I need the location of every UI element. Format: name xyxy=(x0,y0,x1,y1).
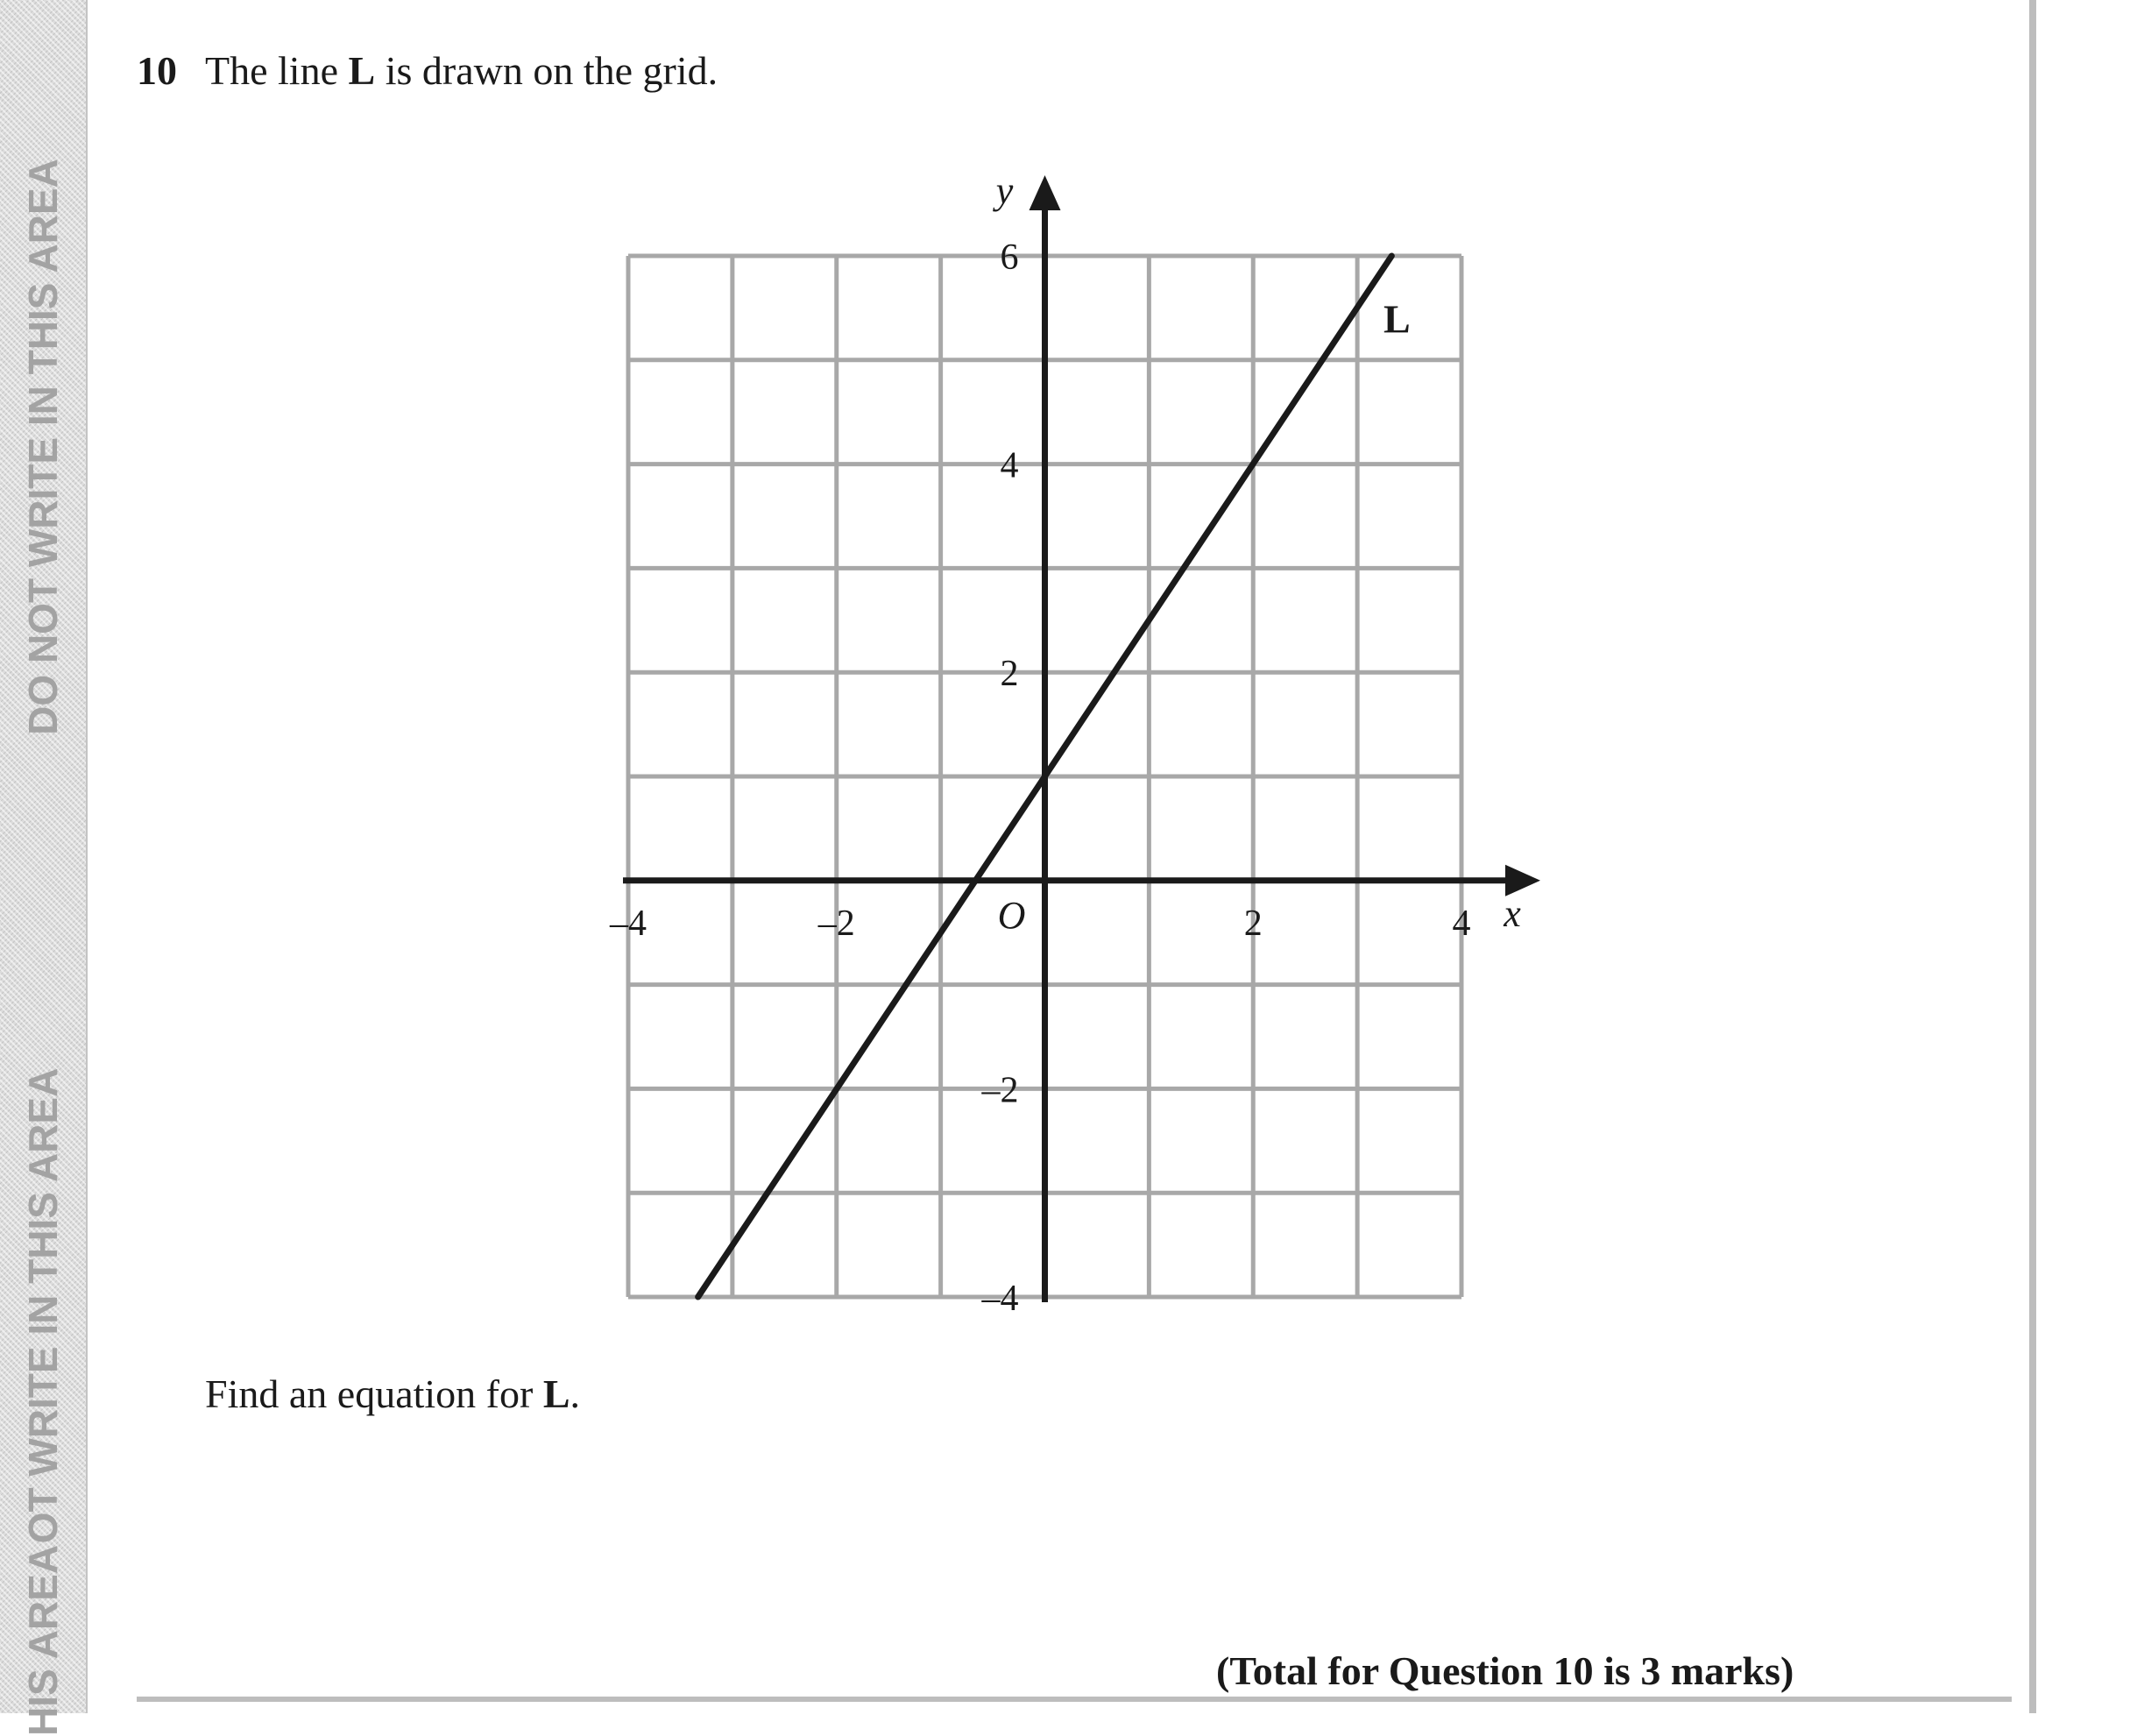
prompt-line-name-bold: L xyxy=(542,1371,570,1416)
question-prompt: Find an equation for L. xyxy=(205,1371,580,1416)
question-total-marks: (Total for Question 10 is 3 marks) xyxy=(1216,1648,1794,1693)
x-tick-label: 2 xyxy=(1243,903,1263,944)
bottom-rule xyxy=(137,1697,2012,1702)
question-number: 10 xyxy=(137,48,177,93)
y-tick-label: 2 xyxy=(1000,654,1019,695)
y-tick-label: 4 xyxy=(1000,445,1019,486)
margin-strip: DO NOT WRITE IN THIS AREA OT WRITE IN THIS AREA HIS AREA xyxy=(0,0,88,1713)
x-tick-label: 4 xyxy=(1452,903,1471,944)
y-tick-label: 6 xyxy=(1000,237,1019,278)
line-l-label: L xyxy=(1383,296,1411,342)
question-intro: The line L is drawn on the grid. xyxy=(205,48,718,93)
y-axis-arrowhead xyxy=(1030,175,1061,210)
y-tick-label: –2 xyxy=(981,1070,1019,1111)
x-axis-label: x xyxy=(1504,891,1521,935)
y-axis-label: y xyxy=(995,169,1014,212)
origin-label: O xyxy=(997,893,1026,937)
y-tick-label: –4 xyxy=(981,1279,1019,1319)
line-name-bold: L xyxy=(348,48,376,93)
x-tick-label: –2 xyxy=(817,903,855,944)
x-tick-label: –4 xyxy=(610,903,647,944)
